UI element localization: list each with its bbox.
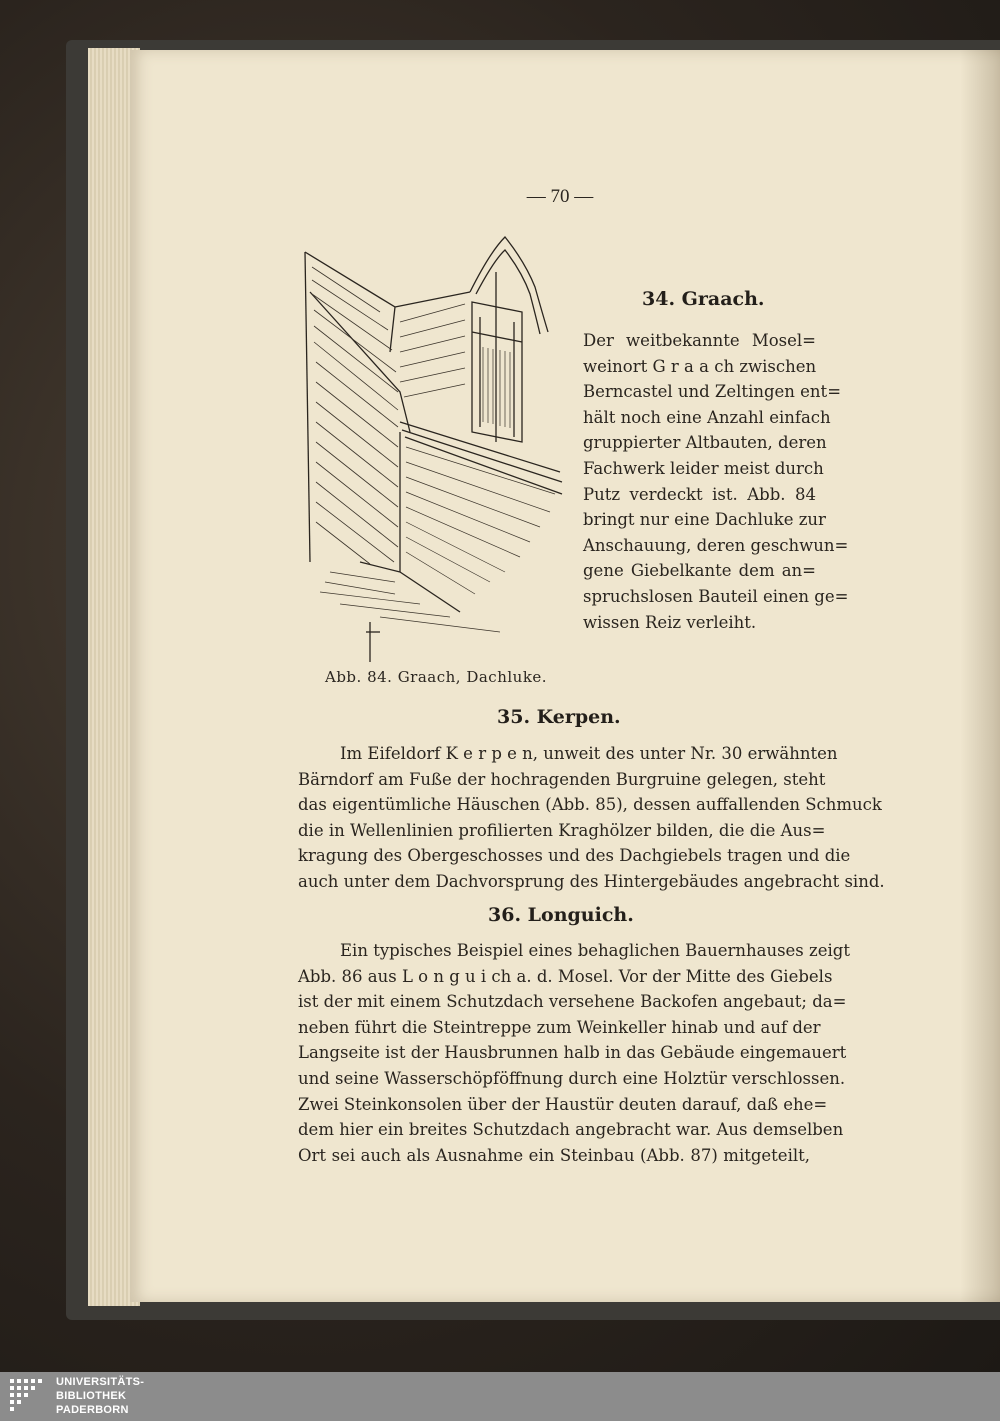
- section-text-kerpen: [298, 741, 885, 895]
- section-heading-kerpen: 35. Kerpen.: [497, 706, 621, 728]
- text-line: Abb. 86 aus L o n g u i ch a. d. Mosel. Vor der Mitte des Giebels: [298, 966, 833, 986]
- text-line: hält noch eine Anzahl einfach: [583, 407, 831, 427]
- section-text-longuich: [298, 938, 850, 1168]
- library-logo-icon: [8, 1377, 48, 1417]
- text-line: neben führt die Steintreppe zum Weinkeller hinab und auf der: [298, 1017, 821, 1037]
- figure-caption: Abb. 84. Graach, Dachluke.: [325, 668, 548, 686]
- text-line: Putz verdeckt ist. Abb. 84: [583, 484, 816, 504]
- text-line: Langseite ist der Hausbrunnen halb in das Gebäude eingemauert: [298, 1043, 847, 1063]
- text-line: Im Eifeldorf K e r p e n, unweit des unter Nr. 30 erwähnten: [340, 744, 838, 763]
- text-line: Anschauung, deren geschwun=: [583, 535, 849, 555]
- text-line: Ein typisches Beispiel eines behaglichen Bauernhauses zeigt: [340, 941, 850, 960]
- section-heading-graach: 34. Graach.: [642, 288, 765, 310]
- text-line: kragung des Obergeschosses und des Dachgiebels tragen und die: [298, 846, 851, 866]
- text-line: die in Wellenlinien profilierten Kraghölzer bilden, die die Aus=: [298, 820, 826, 840]
- text-line: Zwei Steinkonsolen über der Haustür deuten darauf, daß ehe=: [298, 1094, 828, 1114]
- text-line: gene Giebelkante dem an=: [583, 561, 816, 581]
- page-number: — 70 —: [526, 186, 594, 207]
- text-line: Ort sei auch als Ausnahme ein Steinbau (Abb. 87) mitgeteilt,: [298, 1145, 810, 1165]
- text-line: Fachwerk leider meist durch: [583, 458, 824, 478]
- library-footer: [0, 1372, 1000, 1421]
- text-line: spruchslosen Bauteil einen ge=: [583, 586, 849, 606]
- text-line: weinort G r a a ch zwischen: [583, 356, 817, 376]
- text-line: Der weitbekannte Mosel=: [583, 331, 816, 350]
- dormer-illustration: [300, 232, 570, 662]
- text-line: Berncastel und Zeltingen ent=: [583, 382, 842, 402]
- text-line: Bärndorf am Fuße der hochragenden Burgruine gelegen, steht: [298, 769, 826, 789]
- text-line: auch unter dem Dachvorsprung des Hintergebäudes angebracht sind.: [298, 871, 885, 891]
- library-name: UNIVERSITÄTS- BIBLIOTHEK PADERBORN: [56, 1376, 145, 1416]
- text-line: ist der mit einem Schutzdach versehene Backofen angebaut; da=: [298, 992, 847, 1012]
- text-line: bringt nur eine Dachluke zur: [583, 510, 826, 530]
- text-line: und seine Wasserschöpföffnung durch eine Holztür verschlossen.: [298, 1068, 846, 1088]
- text-line: das eigentümliche Häuschen (Abb. 85), dessen auffallenden Schmuck: [298, 795, 882, 815]
- text-line: gruppierter Altbauten, deren: [583, 433, 827, 453]
- text-line: wissen Reiz verleiht.: [583, 612, 757, 632]
- section-text-graach: [583, 328, 849, 635]
- section-heading-longuich: 36. Longuich.: [488, 904, 634, 926]
- text-line: dem hier ein breites Schutzdach angebracht war. Aus demselben: [298, 1120, 844, 1140]
